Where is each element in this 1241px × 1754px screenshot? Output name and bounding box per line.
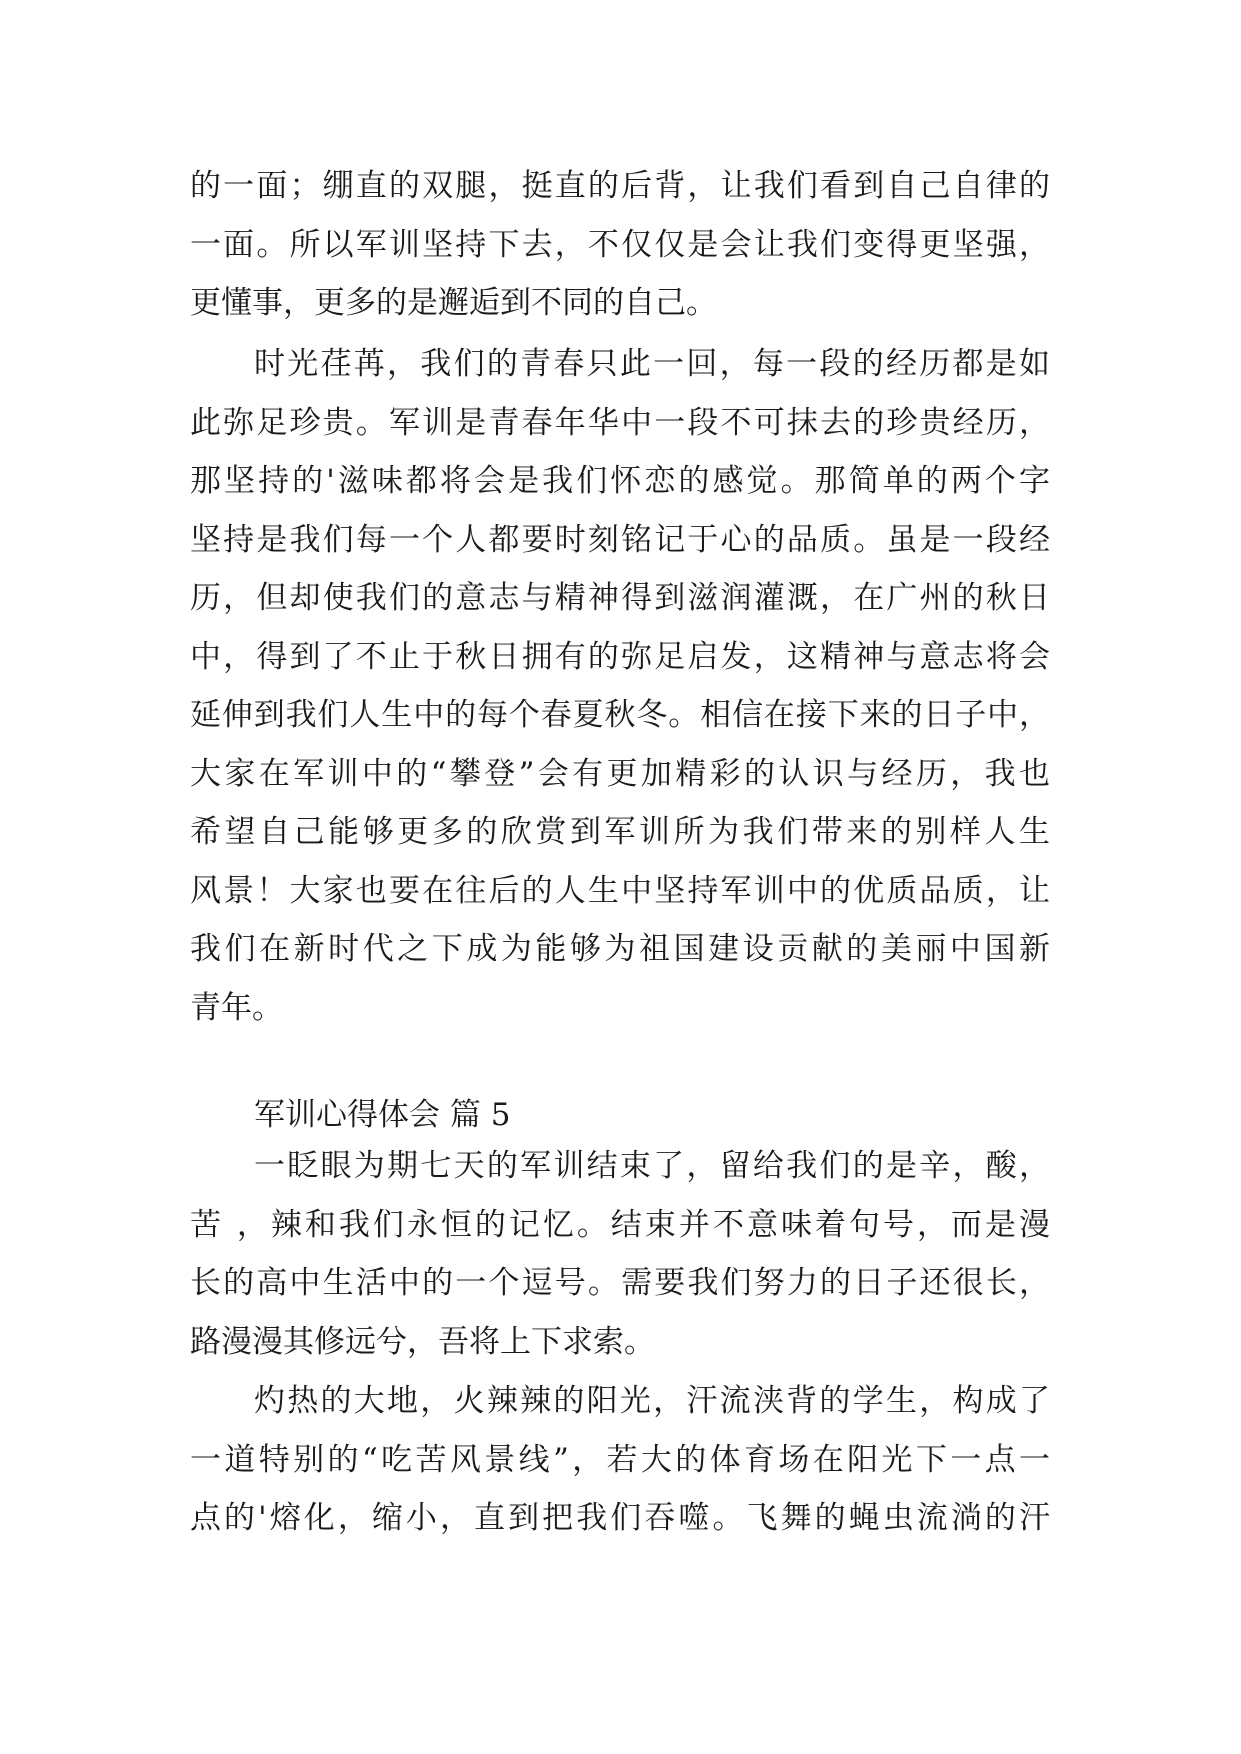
paragraph-line: 中，得到了不止于秋日拥有的弥足启发，这精神与意志将会	[190, 638, 1050, 675]
paragraph-continued	[190, 157, 1050, 333]
paragraph-line: 路漫漫其修远兮，吾将上下求索。	[190, 1323, 655, 1360]
paragraph-scorching-earth	[190, 1372, 1050, 1548]
paragraph-line: 此弥足珍贵。军训是青春年华中一段不可抹去的珍贵经历，	[190, 404, 1050, 441]
paragraph-line: 我们在新时代之下成为能够为祖国建设贡献的美丽中国新	[190, 931, 1050, 967]
paragraph-line: 一面。所以军训坚持下去，不仅仅是会让我们变得更坚强，	[190, 226, 1050, 263]
paragraph-line: 历，但却使我们的意志与精神得到滋润灌溉，在广州的秋日	[190, 580, 1050, 616]
paragraph-line: 大家在军训中的“攀登”会有更加精彩的认识与经历，我也	[190, 755, 1050, 792]
paragraph-line: 长的高中生活中的一个逗号。需要我们努力的日子还很长，	[190, 1265, 1050, 1301]
paragraph-training-ended	[190, 1137, 1050, 1371]
paragraph-line: 灼热的大地，火辣辣的阳光，汗流浃背的学生，构成了	[254, 1383, 1050, 1419]
paragraph-line: 苦 ，辣和我们永恒的记忆。结束并不意味着句号，而是漫	[190, 1206, 1050, 1243]
section-heading: 军训心得体会 篇 5	[254, 1097, 511, 1133]
paragraph-line: 风景！大家也要在往后的人生中坚持军训中的优质品质，让	[190, 872, 1050, 909]
paragraph-line: 的一面；绷直的双腿，挺直的后背，让我们看到自己自律的	[190, 168, 1050, 204]
paragraph-line: 一眨眼为期七天的军训结束了，留给我们的是辛，酸，	[254, 1148, 1050, 1184]
paragraph-line: 更懂事，更多的是邂逅到不同的自己。	[190, 285, 717, 321]
paragraph-line: 时光荏苒，我们的青春只此一回，每一段的经历都是如	[254, 346, 1050, 382]
paragraph-line: 那坚持的'滋味都将会是我们怀恋的感觉。那简单的两个字	[190, 463, 1050, 499]
paragraph-line: 一道特别的“吃苦风景线”，若大的体育场在阳光下一点一	[190, 1441, 1050, 1478]
paragraph-line: 点的'熔化，缩小，直到把我们吞噬。飞舞的蝇虫流淌的汗	[190, 1500, 1050, 1536]
paragraph-time-flies	[190, 335, 1050, 1037]
paragraph-line: 延伸到我们人生中的每个春夏秋冬。相信在接下来的日子中，	[190, 697, 1050, 733]
paragraph-line: 坚持是我们每一个人都要时刻铭记于心的品质。虽是一段经	[190, 521, 1050, 558]
section-heading-block	[190, 1090, 1050, 1140]
paragraph-line: 青年。	[190, 989, 283, 1026]
paragraph-line: 希望自己能够更多的欣赏到军训所为我们带来的别样人生	[190, 814, 1050, 850]
